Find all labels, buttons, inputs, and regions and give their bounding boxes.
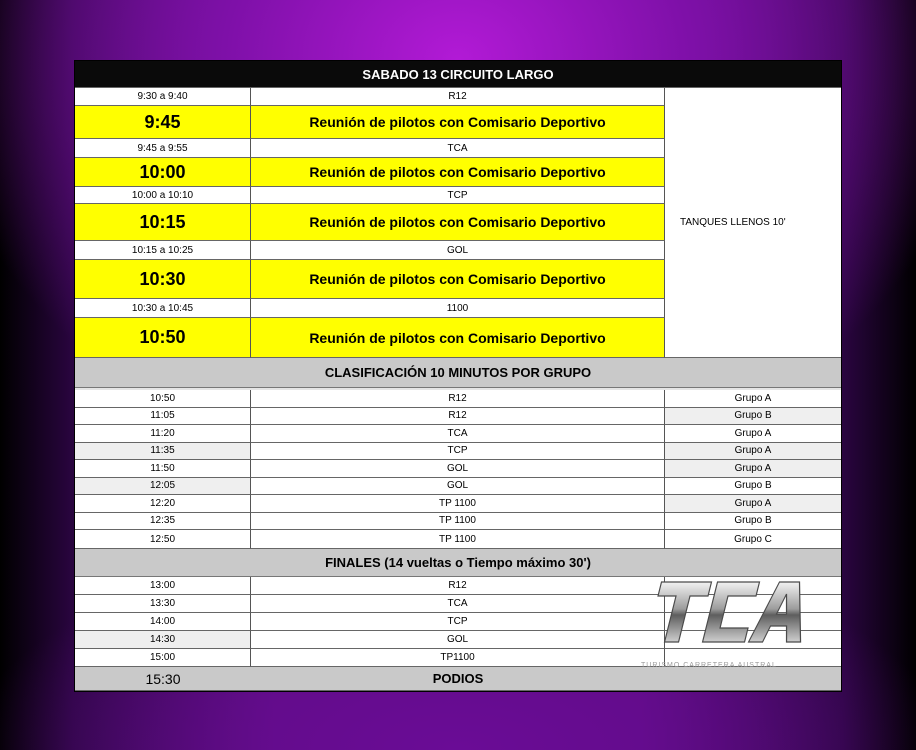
category-cell: TP1100 bbox=[251, 649, 665, 667]
category-cell: TP 1100 bbox=[251, 513, 665, 531]
empty-cell bbox=[665, 631, 841, 649]
time-cell: 11:50 bbox=[75, 460, 251, 478]
briefing-text: Reunión de pilotos con Comisario Deportivo bbox=[251, 318, 665, 358]
category-cell: R12 bbox=[251, 88, 665, 106]
empty-cell bbox=[665, 595, 841, 613]
table-row bbox=[75, 390, 841, 408]
finals-heading-row bbox=[75, 549, 841, 577]
page-title: SABADO 13 CIRCUITO LARGO bbox=[75, 61, 841, 88]
time-cell: 12:50 bbox=[75, 530, 251, 549]
table-row bbox=[75, 425, 841, 443]
table-row bbox=[75, 513, 841, 531]
briefing-time: 10:00 bbox=[75, 158, 251, 187]
time-cell: 13:00 bbox=[75, 577, 251, 595]
time-cell: 13:30 bbox=[75, 595, 251, 613]
briefing-time: 9:45 bbox=[75, 106, 251, 139]
podium-time: 15:30 bbox=[75, 667, 251, 691]
category-cell: TCA bbox=[251, 139, 665, 158]
time-cell: 10:00 a 10:10 bbox=[75, 187, 251, 204]
group-cell: Grupo A bbox=[665, 495, 841, 513]
qualifying-heading: CLASIFICACIÓN 10 MINUTOS POR GRUPO bbox=[75, 358, 841, 388]
time-cell: 14:00 bbox=[75, 613, 251, 631]
briefing-time: 10:30 bbox=[75, 260, 251, 299]
group-cell: Grupo A bbox=[665, 390, 841, 408]
briefing-text: Reunión de pilotos con Comisario Deportivo bbox=[251, 260, 665, 299]
time-cell: 10:30 a 10:45 bbox=[75, 299, 251, 318]
group-cell: Grupo B bbox=[665, 408, 841, 426]
table-row bbox=[75, 631, 841, 649]
schedule-header bbox=[75, 61, 841, 88]
briefing-time: 10:15 bbox=[75, 204, 251, 241]
category-cell: TCP bbox=[251, 187, 665, 204]
group-cell: Grupo B bbox=[665, 478, 841, 496]
group-cell: Grupo B bbox=[665, 513, 841, 531]
category-cell: TCP bbox=[251, 443, 665, 461]
table-row bbox=[75, 443, 841, 461]
time-cell: 15:00 bbox=[75, 649, 251, 667]
podium-row bbox=[75, 667, 841, 691]
time-cell: 14:30 bbox=[75, 631, 251, 649]
full-tanks-note: TANQUES LLENOS 10' bbox=[665, 88, 841, 358]
table-row bbox=[75, 495, 841, 513]
briefing-text: Reunión de pilotos con Comisario Deportivo bbox=[251, 106, 665, 139]
group-cell: Grupo A bbox=[665, 443, 841, 461]
empty-cell bbox=[665, 577, 841, 595]
category-cell: TCA bbox=[251, 595, 665, 613]
time-cell: 9:30 a 9:40 bbox=[75, 88, 251, 106]
logo-subtitle: TURISMO CARRETERA AUSTRAL bbox=[641, 662, 777, 669]
time-cell: 10:50 bbox=[75, 390, 251, 408]
briefing-text: Reunión de pilotos con Comisario Deportivo bbox=[251, 158, 665, 187]
table-row bbox=[75, 478, 841, 496]
category-cell: GOL bbox=[251, 478, 665, 496]
category-cell: GOL bbox=[251, 631, 665, 649]
time-cell: 11:35 bbox=[75, 443, 251, 461]
time-cell: 11:20 bbox=[75, 425, 251, 443]
category-cell: 1100 bbox=[251, 299, 665, 318]
table-row bbox=[75, 577, 841, 595]
empty-cell bbox=[665, 613, 841, 631]
category-cell: R12 bbox=[251, 408, 665, 426]
briefing-text: Reunión de pilotos con Comisario Deportivo bbox=[251, 204, 665, 241]
table-row bbox=[75, 530, 841, 549]
category-cell: GOL bbox=[251, 241, 665, 260]
table-row bbox=[75, 613, 841, 631]
schedule-sheet bbox=[74, 60, 842, 692]
table-row bbox=[75, 595, 841, 613]
time-cell: 11:05 bbox=[75, 408, 251, 426]
category-cell: TP 1100 bbox=[251, 530, 665, 549]
briefing-time: 10:50 bbox=[75, 318, 251, 358]
time-cell: 12:20 bbox=[75, 495, 251, 513]
category-cell: TP 1100 bbox=[251, 495, 665, 513]
time-cell: 9:45 a 9:55 bbox=[75, 139, 251, 158]
table-row bbox=[75, 460, 841, 478]
podium-label: PODIOS bbox=[251, 667, 665, 691]
category-cell: TCP bbox=[251, 613, 665, 631]
finals-heading: FINALES (14 vueltas o Tiempo máximo 30') bbox=[75, 549, 841, 577]
category-cell: TCA bbox=[251, 425, 665, 443]
group-cell: Grupo A bbox=[665, 425, 841, 443]
category-cell: GOL bbox=[251, 460, 665, 478]
table-row bbox=[75, 408, 841, 426]
time-cell: 12:05 bbox=[75, 478, 251, 496]
qualifying-heading-row bbox=[75, 358, 841, 388]
category-cell: R12 bbox=[251, 577, 665, 595]
group-cell: Grupo C bbox=[665, 530, 841, 549]
time-cell: 10:15 a 10:25 bbox=[75, 241, 251, 260]
group-cell: Grupo A bbox=[665, 460, 841, 478]
empty-cell bbox=[665, 667, 841, 691]
time-cell: 12:35 bbox=[75, 513, 251, 531]
category-cell: R12 bbox=[251, 390, 665, 408]
